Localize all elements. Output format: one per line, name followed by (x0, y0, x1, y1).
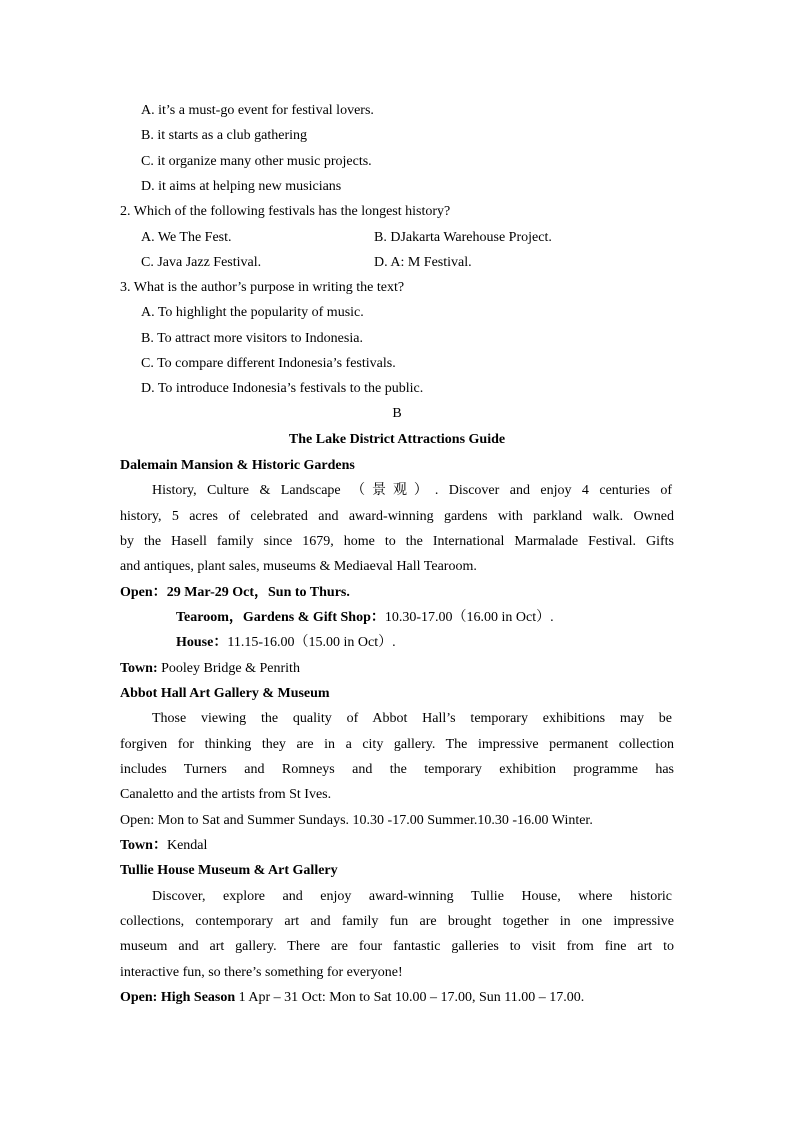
abbot-desc-line-1: Those viewing the quality of Abbot Hall’s temporary exhibitions may be (152, 711, 672, 726)
q2-option-c: C. Java Jazz Festival. (141, 255, 262, 270)
abbot-desc-line-3: includes Turners and Romneys and the temporary exhibition programme has (120, 762, 674, 777)
dalemain-tearoom-label: Tearoom，Gardens & Gift Shop： (176, 610, 385, 625)
dalemain-house-label: House： (176, 635, 228, 650)
abbot-town (120, 836, 207, 856)
q2-stem: 2. Which of the following festivals has the longest history? (120, 204, 451, 219)
tullie-open-value: 1 Apr – 31 Oct: Mon to Sat 10.00 – 17.00, Sun 11.00 – 17.00. (235, 990, 585, 1005)
dalemain-house (176, 633, 396, 653)
abbot-town-value: Kendal (166, 838, 208, 853)
tullie-desc-line-2: collections, contemporary art and family fun are brought together in one impressive (120, 914, 674, 929)
dalemain-town-value: Pooley Bridge & Penrith (157, 661, 300, 676)
dalemain-open (120, 583, 350, 603)
q3-option-a: A. To highlight the popularity of music. (141, 305, 364, 320)
dalemain-desc-line-3: by the Hasell family since 1679, home to the International Marmalade Festival. Gifts (120, 534, 674, 549)
dalemain-open-value: 29 Mar-29 Oct，Sun to Thurs. (166, 585, 350, 600)
dalemain-town (120, 659, 300, 679)
q2-option-a: A. We The Fest. (141, 230, 232, 245)
dalemain-desc-line-1: History, Culture & Landscape （景观）. Discover and enjoy 4 centuries of (152, 483, 672, 498)
dalemain-tearoom-value: 10.30-17.00（16.00 in Oct）. (384, 610, 554, 625)
abbot-town-label: Town： (120, 838, 167, 853)
abbot-desc-line-4: Canaletto and the artists from St Ives. (120, 787, 332, 802)
q1-option-a: A. it’s a must-go event for festival lovers. (141, 103, 374, 118)
q1-option-c: C. it organize many other music projects. (141, 154, 372, 169)
q3-option-b: B. To attract more visitors to Indonesia. (141, 331, 363, 346)
tullie-open-label: Open: (120, 990, 158, 1005)
tullie-season-label: High Season (160, 990, 236, 1005)
dalemain-house-value: 11.15-16.00（15.00 in Oct）. (227, 635, 396, 650)
q3-option-c: C. To compare different Indonesia’s festivals. (141, 356, 396, 371)
tullie-heading: Tullie House Museum & Art Gallery (120, 863, 338, 878)
dalemain-heading: Dalemain Mansion & Historic Gardens (120, 458, 355, 473)
abbot-heading: Abbot Hall Art Gallery & Museum (120, 686, 330, 701)
tullie-desc-line-1: Discover, explore and enjoy award-winning Tullie House, where historic (152, 889, 672, 904)
q3-stem: 3. What is the author’s purpose in writing the text? (120, 280, 405, 295)
tullie-desc-line-4: interactive fun, so there’s something for everyone! (120, 965, 403, 980)
tullie-open (120, 988, 584, 1008)
dalemain-desc-line-4: and antiques, plant sales, museums & Mediaeval Hall Tearoom. (120, 559, 477, 574)
guide-title: The Lake District Attractions Guide (288, 432, 506, 447)
dalemain-open-label: Open： (120, 585, 167, 600)
section-letter: B (392, 406, 402, 421)
q1-option-b: B. it starts as a club gathering (141, 128, 308, 143)
tullie-desc-line-3: museum and art gallery. There are four fantastic galleries to visit from fine art to (120, 939, 674, 954)
q1-option-d: D. it aims at helping new musicians (141, 179, 342, 194)
q3-option-d: D. To introduce Indonesia’s festivals to the public. (141, 381, 424, 396)
abbot-desc-line-2: forgiven for thinking they are in a city gallery. The impressive permanent collection (120, 737, 674, 752)
abbot-open: Open: Mon to Sat and Summer Sundays. 10.30 -17.00 Summer.10.30 -16.00 Winter. (120, 813, 593, 828)
dalemain-town-label: Town: (120, 661, 158, 676)
q2-option-d: D. A: M Festival. (374, 255, 472, 270)
dalemain-tearoom (176, 608, 554, 628)
dalemain-desc-line-2: history, 5 acres of celebrated and award-winning gardens with parkland walk. Owned (120, 509, 674, 524)
q2-option-b: B. DJakarta Warehouse Project. (374, 230, 552, 245)
